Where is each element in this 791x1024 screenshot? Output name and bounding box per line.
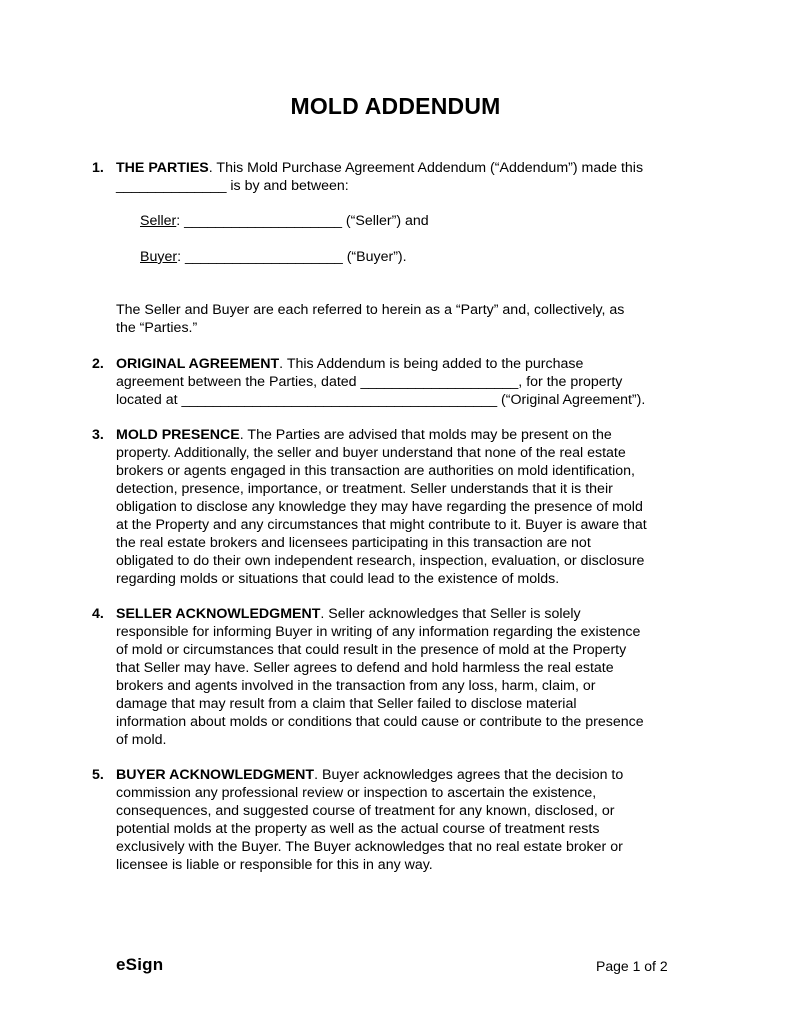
section-body <box>116 766 702 874</box>
section-line: agreement between the Parties, dated ____________________, for the property <box>116 374 623 390</box>
section-heading: ORIGINAL AGREEMENT <box>116 356 280 372</box>
section-text: This Mold Purchase Agreement Addendum (“Addendum”) made this <box>216 160 644 176</box>
section-line: the real estate brokers and licensees participating in this transaction are not <box>116 535 591 551</box>
section-body <box>116 426 702 588</box>
section-line: obligated to do their own independent research, inspection, evaluation, or disclosure <box>116 553 645 569</box>
section-line: detection, presence, importance, or treatment. Seller understands that it is their <box>116 481 613 497</box>
section-line: brokers or agents engaged in this transaction are authorities on mold identification, <box>116 463 635 479</box>
section-body <box>116 159 702 195</box>
section-heading: SELLER ACKNOWLEDGMENT <box>116 606 321 622</box>
section-mold-presence <box>92 426 702 588</box>
section-line: obligation to disclose any knowledge they may have regarding the presence of mold <box>116 499 643 515</box>
buyer-blank: : ____________________ (“Buyer”). <box>177 249 407 265</box>
seller-line <box>140 212 429 230</box>
page-number: Page 1 of 2 <box>596 958 668 974</box>
section-line: ORIGINAL AGREEMENT. This Addendum is being added to the purchase <box>116 356 584 372</box>
section-text: The Parties are advised that molds may be present on the <box>247 427 612 443</box>
section-line: of mold or circumstances that could result in the presence of mold at the Property <box>116 642 627 658</box>
seller-blank: : ____________________ (“Seller”) and <box>176 213 429 229</box>
section-buyer-acknowledgment <box>92 766 702 874</box>
section-line: brokers and agents involved in the transaction from any loss, harm, claim, or <box>116 678 596 694</box>
section-line: regarding molds or situations that could lead to the existence of molds. <box>116 571 560 587</box>
section-original-agreement <box>92 355 702 409</box>
parties-collective-paragraph <box>92 301 702 337</box>
section-line: BUYER ACKNOWLEDGMENT. Buyer acknowledges agrees that the decision to <box>116 767 624 783</box>
section-line: information about molds or conditions that could cause or contribute to the presence <box>116 714 644 730</box>
section-body <box>116 605 702 749</box>
section-heading: BUYER ACKNOWLEDGMENT <box>116 767 315 783</box>
section-number: 1. <box>92 160 104 176</box>
section-line: located at ________________________________________ (“Original Agreement”). <box>116 392 646 408</box>
seller-label: Seller <box>140 213 177 229</box>
buyer-label: Buyer <box>140 249 178 265</box>
section-number: 4. <box>92 606 104 622</box>
paragraph-body <box>116 301 702 337</box>
section-text: This Addendum is being added to the purchase <box>286 356 584 372</box>
section-line: potential molds at the property as well as the actual course of treatment rests <box>116 821 600 837</box>
section-line: property. Additionally, the seller and buyer understand that none of the real estate <box>116 445 626 461</box>
section-line: commission any professional review or inspection to ascertain the existence, <box>116 785 597 801</box>
section-number: 5. <box>92 767 104 783</box>
section-line: MOLD PRESENCE. The Parties are advised that molds may be present on the <box>116 427 612 443</box>
section-line: ______________ is by and between: <box>116 178 349 194</box>
paragraph-line: The Seller and Buyer are each referred to herein as a “Party” and, collectively, as <box>116 302 625 318</box>
section-line: of mold. <box>116 732 167 748</box>
section-text: Buyer acknowledges agrees that the decision to <box>321 767 624 783</box>
section-line: consequences, and suggested course of treatment for any known, disclosed, or <box>116 803 615 819</box>
document-title: MOLD ADDENDUM <box>290 93 501 119</box>
section-seller-acknowledgment <box>92 605 702 749</box>
section-body <box>116 355 702 409</box>
esign-logo: eSign <box>116 955 164 974</box>
section-line: responsible for informing Buyer in writing of any information regarding the existence <box>116 624 641 640</box>
section-heading: THE PARTIES <box>116 160 209 176</box>
section-heading: MOLD PRESENCE <box>116 427 240 443</box>
section-number: 3. <box>92 427 104 443</box>
section-line: at the Property and any circumstances that might contribute to it. Buyer is aware that <box>116 517 647 533</box>
section-the-parties <box>92 159 702 195</box>
section-text: Seller acknowledges that Seller is solely <box>328 606 581 622</box>
section-line: SELLER ACKNOWLEDGMENT. Seller acknowledges that Seller is solely <box>116 606 581 622</box>
buyer-line <box>140 248 407 266</box>
section-line: that Seller may have. Seller agrees to defend and hold harmless the real estate <box>116 660 614 676</box>
section-line: licensee is liable or responsible for this in any way. <box>116 857 433 873</box>
section-number: 2. <box>92 356 104 372</box>
section-line: damage that may result from a claim that Seller failed to disclose material <box>116 696 577 712</box>
section-line: exclusively with the Buyer. The Buyer acknowledges that no real estate broker or <box>116 839 623 855</box>
paragraph-line: the “Parties.” <box>116 320 198 336</box>
section-line: THE PARTIES. This Mold Purchase Agreement Addendum (“Addendum”) made this <box>116 160 644 176</box>
